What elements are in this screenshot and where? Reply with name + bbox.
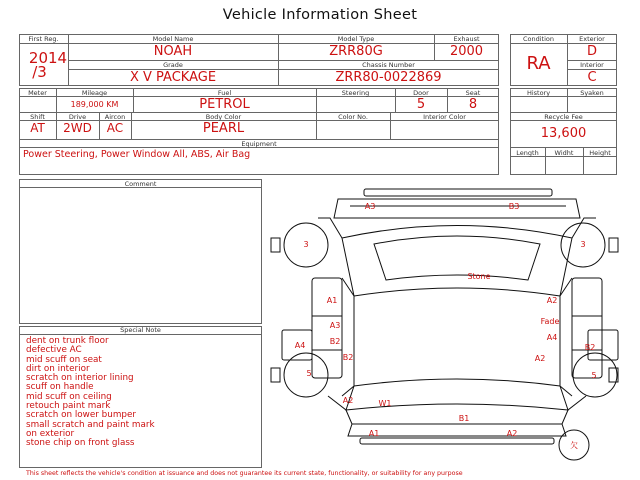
note-item: defective AC (26, 345, 82, 356)
damage-mark: 5 (306, 369, 312, 378)
body-color-value: PEARL (202, 121, 245, 136)
note-item: dirt on interior (26, 363, 90, 374)
note-item: on exterior (26, 428, 75, 439)
label-exhaust: Exhaust (453, 35, 480, 43)
label-seat: Seat (465, 89, 481, 97)
label-comment: Comment (124, 180, 157, 188)
note-item: mid scuff on ceiling (26, 391, 112, 402)
damage-mark: B2 (329, 337, 341, 346)
label-model-name: Model Name (152, 35, 194, 43)
exhaust-value: 2000 (449, 44, 484, 59)
damage-mark: A4 (546, 333, 558, 342)
damage-mark: W1 (378, 399, 392, 408)
damage-mark: Stone (467, 272, 491, 281)
damage-mark: B3 (508, 202, 520, 211)
label-shift: Shift (30, 113, 45, 121)
note-item: scuff on handle (26, 382, 94, 393)
label-model-type: Model Type (337, 35, 375, 43)
note-item: retouch paint mark (26, 401, 111, 412)
label-equipment: Equipment (241, 140, 277, 148)
damage-mark: Fade (540, 317, 560, 326)
label-fuel: Fuel (217, 89, 232, 97)
first-reg-year: 2014 (28, 49, 68, 67)
model-type-value: ZRR80G (329, 44, 383, 59)
label-mileage: Mileage (81, 89, 108, 97)
disclaimer-footer: This sheet reflects the vehicle's condition at issuance and does not guarantee its current state, functionality, or suitability for any purpose (26, 470, 463, 477)
exterior-value: D (586, 44, 597, 59)
grade-value: X V PACKAGE (129, 70, 217, 85)
damage-mark: 3 (303, 240, 309, 249)
label-chassis-number: Chassis Number (362, 61, 415, 69)
sheet-title: Vehicle Information Sheet (222, 7, 418, 23)
note-item: scratch on lower bumper (26, 410, 137, 421)
note-item: mid scuff on seat (26, 354, 102, 365)
damage-mark: 欠 (570, 441, 578, 450)
damage-mark: A2 (546, 296, 558, 305)
door-value: 5 (416, 97, 426, 112)
damage-mark: A3 (329, 321, 341, 330)
label-aircon: Aircon (104, 113, 126, 121)
label-syaken: Syaken (580, 89, 604, 97)
damage-mark: 5 (591, 371, 597, 380)
label-recycle-fee: Recycle Fee (544, 113, 583, 121)
fuel-value: PETROL (199, 97, 250, 112)
first-reg-month: /3 (32, 63, 47, 81)
damage-mark: A1 (368, 429, 380, 438)
aircon-value: AC (106, 121, 124, 135)
equipment-value: Power Steering, Power Window All, ABS, Air Bag (23, 149, 251, 160)
label-length: Length (516, 149, 539, 157)
damage-mark: A4 (294, 341, 306, 350)
comment-box (19, 179, 262, 324)
seat-value: 8 (468, 97, 478, 112)
damage-mark: B2 (342, 353, 354, 362)
damage-mark: A2 (506, 429, 518, 438)
note-item: dent on trunk floor (26, 336, 109, 346)
label-color-no: Color No. (338, 113, 368, 121)
condition-value: RA (526, 53, 551, 74)
label-special-note: Special Note (120, 326, 161, 334)
interior-value: C (587, 70, 597, 85)
label-drive: Drive (68, 113, 87, 121)
label-history: History (526, 89, 551, 97)
label-interior-color: Interior Color (423, 113, 466, 121)
damage-mark: 3 (580, 240, 586, 249)
special-notes-list (26, 337, 155, 449)
label-meter: Meter (28, 89, 47, 97)
damage-mark: B2 (584, 343, 596, 352)
damage-mark: A3 (364, 202, 376, 211)
damage-mark: A2 (342, 396, 354, 405)
label-condition: Condition (522, 35, 555, 43)
drive-value: 2WD (63, 121, 92, 135)
mileage-value: 189,000 KM (70, 100, 119, 109)
label-first-reg: First Reg. (28, 35, 59, 43)
model-name-value: NOAH (153, 44, 193, 59)
note-item: scratch on interior lining (26, 373, 134, 384)
label-door: Door (413, 89, 429, 97)
label-body-color: Body Color (205, 113, 242, 121)
note-item: small scratch and paint mark (26, 419, 155, 430)
label-width: Widht (554, 149, 574, 157)
label-steering: Steering (341, 89, 370, 97)
recycle-fee-value: 13,600 (540, 126, 587, 141)
car-damage-diagram (268, 180, 620, 468)
note-item: stone chip on front glass (26, 438, 135, 449)
damage-mark: A1 (326, 296, 338, 305)
label-interior: Interior (580, 61, 604, 69)
label-grade: Grade (163, 61, 183, 69)
chassis-number-value: ZRR80-0022869 (335, 70, 442, 85)
damage-mark: A2 (534, 354, 546, 363)
shift-value: AT (30, 121, 45, 135)
label-exterior: Exterior (579, 35, 605, 43)
label-height: Height (589, 149, 611, 157)
damage-mark: B1 (458, 414, 470, 423)
